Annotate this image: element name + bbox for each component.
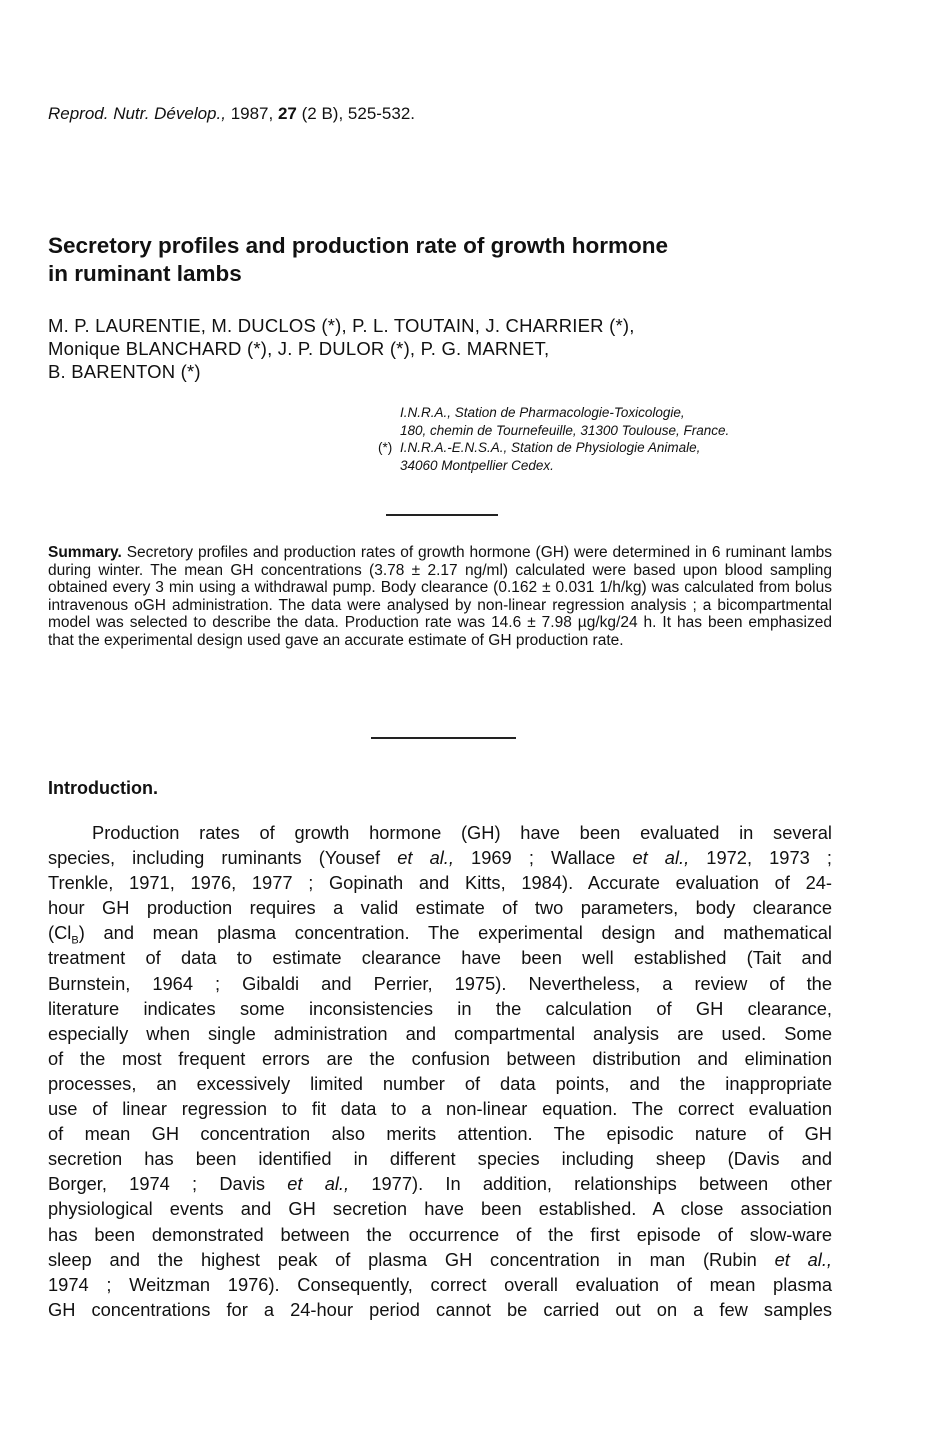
intro-line: secretion has been identified in different species including sheep (Davis and bbox=[48, 1148, 832, 1170]
intro-line: Borger, 1974 ; Davis et al., 1977). In addition, relationships between other bbox=[48, 1173, 832, 1195]
divider-rule-top bbox=[386, 514, 498, 516]
intro-line: hour GH production requires a valid estimate of two parameters, body clearance bbox=[48, 897, 832, 919]
authors-line-3: B. BARENTON (*) bbox=[48, 361, 201, 382]
intro-line: of the most frequent errors are the confusion between distribution and elimination bbox=[48, 1047, 832, 1069]
summary-label: Summary. bbox=[48, 544, 122, 561]
authors-line-2: Monique BLANCHARD (*), J. P. DULOR (*), P. G. MARNET, bbox=[48, 338, 550, 359]
journal-year: 1987, bbox=[230, 104, 274, 123]
intro-line: use of linear regression to fit data to a non-linear equation. The correct evaluation bbox=[48, 1098, 832, 1120]
intro-line: literature indicates some inconsistencies in the calculation of GH clearance, bbox=[48, 997, 832, 1019]
affiliation-line-1: I.N.R.A., Station de Pharmacologie-Toxicologie, bbox=[400, 405, 685, 420]
affiliation-line-2: 180, chemin de Tournefeuille, 31300 Toulouse, France. bbox=[400, 422, 730, 438]
introduction-body bbox=[48, 820, 832, 1322]
journal-issue-pages: (2 B), 525-532. bbox=[301, 104, 416, 123]
affiliations bbox=[378, 404, 729, 474]
intro-line: $(Cl_B)$ and mean plasma concentration. The experimental design and mathematical bbox=[48, 922, 832, 948]
divider-rule-bottom bbox=[371, 737, 516, 739]
author-list bbox=[48, 314, 635, 383]
intro-line: physiological events and GH secretion have been established. A close association bbox=[48, 1198, 832, 1220]
journal-name: Reprod. Nutr. Dévelop., bbox=[48, 104, 226, 123]
introduction-heading: Introduction. bbox=[48, 778, 158, 798]
intro-line: sleep and the highest peak of plasma GH concentration in man (Rubin et al., bbox=[48, 1248, 832, 1270]
intro-line: treatment of data to estimate clearance have been well established (Tait and bbox=[48, 947, 832, 969]
intro-line: processes, an excessively limited number of data points, and the inappropriate bbox=[48, 1072, 832, 1094]
intro-line: of mean GH concentration also merits attention. The episodic nature of GH bbox=[48, 1123, 832, 1145]
affiliation-line-3: (*) I.N.R.A.-E.N.S.A., Station de Physiologie Animale, bbox=[378, 440, 701, 455]
affiliation-line-4: 34060 Montpellier Cedex. bbox=[400, 457, 554, 473]
intro-line: Trenkle, 1971, 1976, 1977 ; Gopinath and Kitts, 1984). Accurate evaluation of 24- bbox=[48, 872, 832, 894]
journal-citation bbox=[48, 104, 415, 124]
intro-line: GH concentrations for a 24-hour period cannot be carried out on a few samples bbox=[48, 1298, 832, 1320]
intro-line: 1974 ; Weitzman 1976). Consequently, correct overall evaluation of mean plasma bbox=[48, 1273, 832, 1295]
summary-text: Secretory profiles and production rates of growth hormone (GH) were determined in 6 ruminant lambs during winter. The mean GH concentrations (3.78 ± 2.17 ng/ml) calculated were based upon blood sampling obtained every 3 min using a withdrawal pump. Body clearance (0.162 ± 0.031 1/h/kg) was calculated from bolus intravenous oGH administration. The data were analysed by non-linear regression analysis ; a bicompartmental model was selected to describe the data. Production rate was 14.6 ± 7.98 µg/kg/24 h. It has been emphasized that the experimental design used gave an accurate estimate of GH production rate. bbox=[48, 544, 832, 649]
article-title bbox=[48, 232, 848, 288]
summary-paragraph bbox=[48, 544, 832, 650]
intro-line: has been demonstrated between the occurrence of the first episode of slow-ware bbox=[48, 1223, 832, 1245]
intro-line: Burnstein, 1964 ; Gibaldi and Perrier, 1975). Nevertheless, a review of the bbox=[48, 972, 832, 994]
journal-volume: 27 bbox=[277, 104, 297, 123]
title-line-2: in ruminant lambs bbox=[48, 261, 242, 286]
intro-line: species, including ruminants (Yousef et al., 1969 ; Wallace et al., 1972, 1973 ; bbox=[48, 847, 832, 869]
title-line-1: Secretory profiles and production rate of growth hormone bbox=[48, 233, 669, 258]
intro-line: Production rates of growth hormone (GH) have been evaluated in several bbox=[92, 822, 832, 843]
authors-line-1: M. P. LAURENTIE, M. DUCLOS (*), P. L. TOUTAIN, J. CHARRIER (*), bbox=[48, 315, 635, 336]
affiliation-marker: (*) bbox=[378, 440, 393, 455]
intro-line: especially when single administration and compartmental analysis are used. Some bbox=[48, 1022, 832, 1044]
